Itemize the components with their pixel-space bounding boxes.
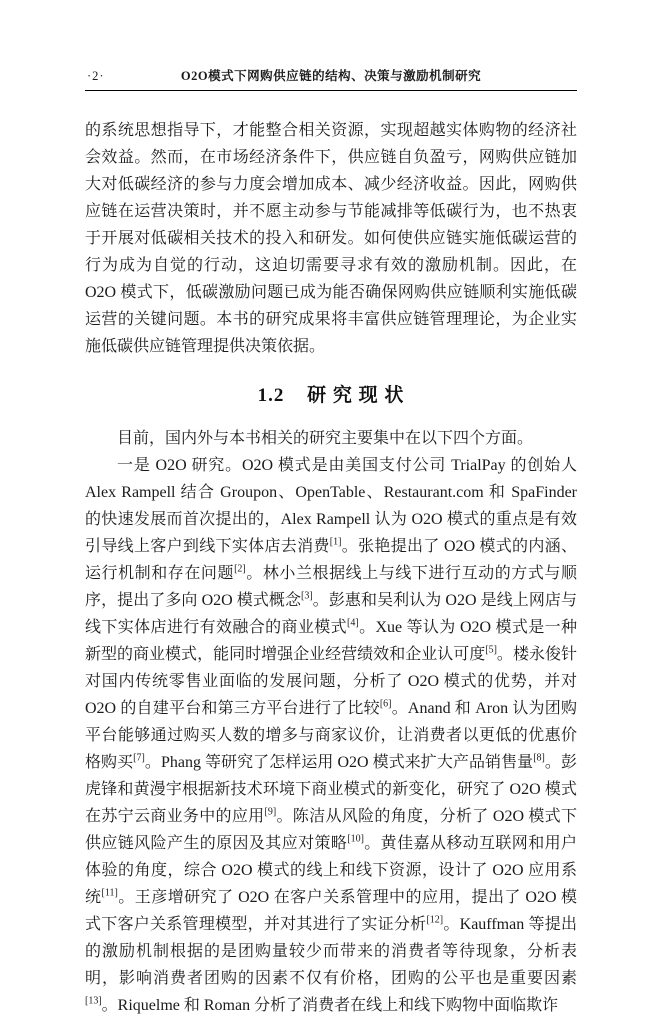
- header-rule: [85, 90, 577, 91]
- citation-ref: [12]: [426, 914, 444, 926]
- citation-ref: [5]: [485, 644, 497, 656]
- page-body: [85, 117, 577, 1019]
- citation-ref: [4]: [347, 617, 359, 629]
- citation-ref: [8]: [533, 752, 545, 764]
- citation-ref: [3]: [301, 590, 313, 602]
- citation-ref: [9]: [264, 806, 277, 818]
- citation-ref: [6]: [379, 698, 392, 710]
- page-header: [85, 66, 577, 86]
- citation-ref: [1]: [329, 536, 342, 548]
- section-heading: [85, 380, 577, 407]
- paragraph-overview: 目前，国内外与本书相关的研究主要集中在以下四个方面。: [117, 430, 534, 447]
- citation-ref: [11]: [101, 887, 118, 899]
- section-title: 研 究 现 状: [307, 385, 405, 406]
- citation-ref: [7]: [133, 752, 145, 764]
- page-number: ·2·: [87, 69, 105, 83]
- citation-ref: [13]: [85, 995, 102, 1007]
- section-number: 1.2: [257, 385, 285, 406]
- paragraph-literature-review: 一是 O2O 研究。O2O 模式是由美国支付公司 TrialPay 的创始人 Alex Rampell 结合 Groupon、OpenTable、Restaurant.com 和 SpaFinder 的快速发展而首次提出的，Alex Rampell 认为 O2O 模式的重点是有效引导线上客户到线下实体店去消费[1]。张艳提出了 O2O 模式的内涵、运行机制和存在问题[2]。林小兰根据线上与线下进行互动的方式与顺序，提出了多向 O2O 模式概念[3]。彭惠和吴利认为 O2O 是线上网店与线下实体店进行有效融合的商业模式[4]。Xue 等认为 O2O 模式是一种新型的商业模式，能同时增强企业经营绩效和企业认可度[5]。楼永俊针对国内传统零售业面临的发展问题，分析了 O2O 模式的优势，并对 O2O 的自建平台和第三方平台进行了比较[6]。Anand 和 Aron 认为团购平台能够通过购买人数的增多与商家议价，让消费者以更低的优惠价格购买[7]。Phang 等研究了怎样运用 O2O 模式来扩大产品销售量[8]。彭虎锋和黄漫宇根据新技术环境下商业模式的新变化，研究了 O2O 模式在苏宁云商业务中的应用[9]。陈洁从风险的角度，分析了 O2O 模式下供应链风险产生的原因及其应对策略[10]。黄佳嘉从移动互联网和用户体验的角度，综合 O2O 模式的线上和线下资源，设计了 O2O 应用系统[11]。王彦增研究了 O2O 在客户关系管理中的应用，提出了 O2O 模式下客户关系管理模型，并对其进行了实证分析[12]。Kauffman 等提出的激励机制根据的是团购量较少而带来的消费者等待现象，分析表明，影响消费者团购的因素不仅有价格，团购的公平也是重要因素[13]。Riquelme 和 Roman 分析了消费者在线上和线下购物中面临欺诈: [85, 457, 577, 1014]
- running-title: O2O模式下网购供应链的结构、决策与激励机制研究: [180, 69, 482, 83]
- paragraph-continuation: 的系统思想指导下，才能整合相关资源，实现超越实体购物的经济社会效益。然而，在市场经济条件下，供应链自负盈亏，网购供应链加大对低碳经济的参与力度会增加成本、减少经济收益。因此，网购供应链在运营决策时，并不愿主动参与节能减排等低碳行为，也不热衷于开展对低碳相关技术的投入和研发。如何使供应链实施低碳运营的行为成为自觉的行动，这迫切需要寻求有效的激励机制。因此，在 O2O 模式下，低碳激励问题已成为能否确保网购供应链顺利实施低碳运营的关键问题。本书的研究成果将丰富供应链管理理论，为企业实施低碳供应链管理提供决策依据。: [85, 122, 577, 355]
- citation-ref: [2]: [234, 563, 246, 575]
- citation-ref: [10]: [347, 833, 364, 845]
